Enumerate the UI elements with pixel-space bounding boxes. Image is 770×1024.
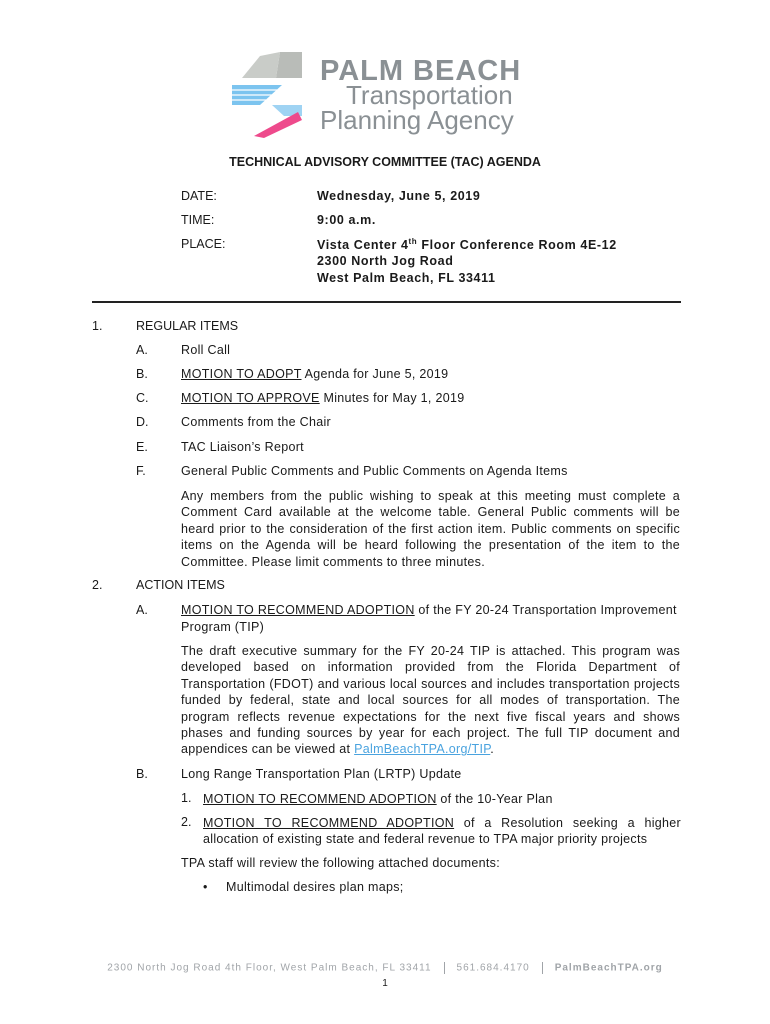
org-name-line2: Transportation	[346, 80, 513, 110]
place-label: PLACE:	[181, 237, 226, 251]
page-number: 1	[382, 978, 388, 989]
item-1e-text: TAC Liaison’s Report	[181, 440, 304, 454]
section1-title: REGULAR ITEMS	[136, 319, 239, 333]
date-value: Wednesday, June 5, 2019	[317, 189, 481, 203]
footer-address: 2300 North Jog Road 4th Floor, West Palm Beach, FL 33411	[107, 962, 432, 974]
time-value: 9:00 a.m.	[317, 213, 376, 227]
item-2b-sub1-number: 1.	[181, 791, 192, 805]
public-comment-paragraph: Any members from the public wishing to speak at this meeting must complete a Comment Card available at the welcome table. General Public comments will be heard prior to the consideration of the first action item. Public comments on specific items on the Agenda will be heard following the presentation of the item to the Committee. Please limit comments to three minutes.	[181, 489, 680, 569]
item-1b-letter: B.	[136, 367, 148, 381]
item-1b-text: MOTION TO ADOPT Agenda for June 5, 2019	[181, 367, 449, 381]
section2-number: 2.	[92, 578, 103, 592]
item-1c-text: MOTION TO APPROVE Minutes for May 1, 2019	[181, 391, 465, 405]
item-1a-letter: A.	[136, 343, 148, 357]
item-1d-letter: D.	[136, 415, 149, 429]
tip-link[interactable]: PalmBeachTPA.org/TIP	[354, 742, 491, 757]
item-1f-text: General Public Comments and Public Comments on Agenda Items	[181, 464, 568, 478]
org-name-line1: PALM BEACH	[320, 55, 522, 87]
footer-separator	[444, 962, 445, 974]
item-2b-sub2-number: 2.	[181, 815, 192, 829]
bullet-item-1: Multimodal desires plan maps;	[226, 880, 404, 894]
item-1c-letter: C.	[136, 391, 149, 405]
item-1f-letter: F.	[136, 464, 146, 478]
item-1d-text: Comments from the Chair	[181, 415, 331, 429]
date-label: DATE:	[181, 189, 217, 203]
time-label: TIME:	[181, 213, 215, 227]
item-2a-text-line2: Program (TIP)	[181, 620, 265, 634]
item-2a-letter: A.	[136, 603, 148, 617]
place-line2: 2300 North Jog Road	[317, 254, 454, 268]
tip-summary-paragraph: The draft executive summary for the FY 20-24 TIP is attached. This program was developed based on information provided from the Florida Department of Transportation (FDOT) and various local sources and includes transportation projects funded by federal, state and local sources for all modes of transportation. The program reflects revenue expectations for the next five fiscal years and shows phases and funding sources by year for each project. The full TIP document and appendices can be viewed at PalmBeachTPA.org/TIP.	[181, 644, 680, 757]
review-text: TPA staff will review the following attached documents:	[181, 856, 500, 870]
item-2b-letter: B.	[136, 767, 148, 781]
footer-website: PalmBeachTPA.org	[554, 962, 663, 974]
place-line3: West Palm Beach, FL 33411	[317, 271, 496, 285]
page-footer	[0, 962, 770, 974]
item-1a-text: Roll Call	[181, 343, 231, 357]
item-2b-sub2-text: MOTION TO RECOMMEND ADOPTION of a Resolution seeking a higher allocation of existing state and federal revenue to TPA major priority projects	[203, 816, 681, 847]
header-divider	[92, 301, 681, 303]
agency-logo-icon	[232, 50, 314, 140]
footer-separator	[542, 962, 543, 974]
org-name-line3: Planning Agency	[320, 105, 514, 135]
agenda-title: TECHNICAL ADVISORY COMMITTEE (TAC) AGENDA	[229, 155, 541, 169]
bullet-icon: •	[203, 880, 208, 894]
place-line1: Vista Center 4th Floor Conference Room 4E-12	[317, 237, 617, 253]
item-1e-letter: E.	[136, 440, 148, 454]
footer-phone: 561.684.4170	[456, 962, 530, 974]
section1-number: 1.	[92, 319, 103, 333]
item-2b-sub1-text: MOTION TO RECOMMEND ADOPTION of the 10-Year Plan	[203, 792, 553, 806]
section2-title: ACTION ITEMS	[136, 578, 225, 592]
item-2a-text: MOTION TO RECOMMEND ADOPTION of the FY 20-24 Transportation Improvement	[181, 603, 677, 617]
item-2b-text: Long Range Transportation Plan (LRTP) Update	[181, 767, 462, 781]
